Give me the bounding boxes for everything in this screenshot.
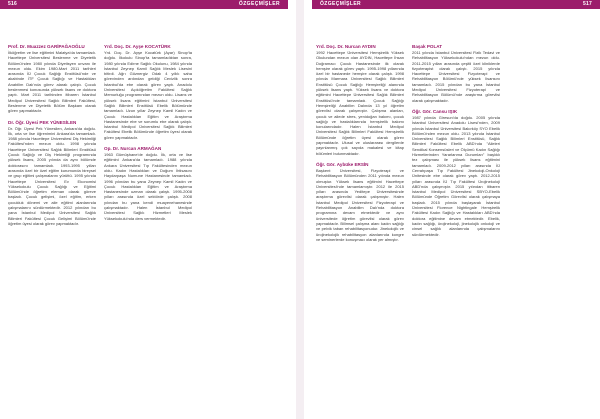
bio-name: Öğr. Gör. Aybüke ERSİN (316, 161, 369, 167)
column-4 (412, 44, 500, 237)
bio-name: Op. Dr. Nurcan ARMAĞAN (104, 146, 162, 152)
book-spine (296, 0, 304, 419)
bio-text: Yrd. Doç. Dr. Ayşe Kocatürk (Ayar) Sinop'ta doğdu. İlkokulu Sinop'ta tamamladıktan sonra, 1980 yılında Edirne Sağlık Okulunu, 1984 yılında İstanbul Zeynep Kamil Sağlık Meslek Lisesini bitirdi. Ağrı Göznergiz Odalı 4 yıllık saha görevinden ardından geldiği Cevizlik sonra İstanbul'da ebe olarak görev yaptı. Anadolu Üniversitesi Açıköğretim Fakültesi Sağlık Memurluğu programından mezun oldu. Lisans ve yüksek lisans eğitimini İstanbul Üniversitesi Sağlık Bilimleri Enstitüsü Ebelik Bölümünde tamamladı. Uzun yıllar Zeynep Kamil Kadın ve Çocuk Hastalıkları Eğitim ve Araştırma Hastanesinde ebe ve sorumlu ebe olarak çalıştı. İstanbul Medipol Üniversitesi Sağlık Bilimleri Fakültesi Ebelik Bölümünde öğretim üyesi olarak görev yapmaktadır. (104, 50, 192, 140)
column-3 (316, 44, 404, 242)
bio-text: Dr. Öğr. Üyesi Pek Yünesilen, Ankara'da doğdu. İlk, orta ve lise öğrenimini Ankara'da tamamladı. 1988 yılında Hacettepe Üniversitesi Diş Hekimliği Fakültesi'nden mezun oldu. 1998 yılında Hacettepe Üniversitesi Sağlık Bilimleri Enstitüsü Çocuk Sağlığı ve Diş Hekimliği programında yüksek lisans, 2005 yılında da aynı bölümde doktorasını tamamladı. 1993-1995 yılları arasında özel bir özel eğitim kurumunda bireysel ve grup eğitimi çalışmalarını yürüttü. 1995 yılında Hacettepe Üniversitesi Ev Ekonomisi Yüksekokulu Çocuk Sağlığı ve Eğitimi Bölümü'nde öğretim eleman olarak göreve başladı. Çocuk gelişimi, özel eğitim, erken çocukluk dönemi ve aile eğitimi alanlarında çalışmalarını sürdürmektedir. 2012 yılından bu yana İstanbul Medipol Üniversitesi Sağlık Bilimleri Fakültesi Çocuk Gelişimi Bölümü'nde öğretim üyesi olarak görev yapmaktadır. (8, 125, 96, 226)
column-1 (8, 44, 96, 226)
bio-name: Öğr. Gör. Cansu IŞIK (412, 108, 458, 114)
right-page-number: 517 (583, 1, 592, 7)
bio-text: İlköğretim ve lise eğitimini Malatya'da tamamladı. Hacettepe Üniversitesi Beslenme ve Diyetetik Bölümü'nden 1980 yılında Diyetisyen unvanı ile mezun oldu. Ekim 1980-Mart 2011 tarihleri arasında İÜ Çocuk Sağlığı Enstitüsü'nde ve akabinde İTF Çocuk Sağlığı ve Hastalıkları Anabilim Dalı'nda görev alarak çalıştı. Çocuk beslenmesi konusunda yüksek lisans ve doktora yaptı. Mart 2011 tarihinden itibaren İstanbul Medipol Üniversitesi Sağlık Bilimleri Fakültesi, Beslenme ve Diyetetik Bölüm Başkanı olarak görev yapmaktadır. (8, 50, 96, 114)
bio-text: 1992 Hacettepe Üniversitesi Hemşirelik Yüksek Okulundan mezun olan AYDIN, Hacettepe İhsan Doğramacı Çocuk Hastanesinde ilk olarak hemşire olarak görev yaptı. 1995-1998 yıllarında özel bir hastanede hemşire olarak çalıştı. 1998 yılında Marmara Üniversitesi Sağlık Bilimleri Enstitüsü Çocuk Sağlığı Hemşireliği alanında yüksek lisans yaptı. Yüksek lisans ve doktora eğitimini Hacettepe Üniversitesi Sağlık Bilimleri Enstitüsü'nde tamamladı. Çocuk Sağlığı Hemşireliği Anabilim Dalında 13 yıl öğretim görevlisi olarak çalışmıştır. Çalışma alanları, çocuk ve ailede stres, yenidoğan bakımı, çocuk sağlığı ve hastalıklarında hemşirelik bakımı konularındadır. Halen İstanbul Medipol Üniversitesi Sağlık Bilimleri Fakültesi Hemşirelik Bölümünde öğretim üyesi olarak görev yapmaktadır. Ulusal ve uluslararası dergilerde yayınlanmış çok sayıda makalesi ve kitap bölümleri bulunmaktadır. (316, 50, 404, 156)
bio-name: Yrd. Doç. Dr. Ayşe KOCATÜRK (104, 44, 171, 49)
bio-name: Başak POLAT (412, 44, 443, 49)
bio-text: 1987 yılında Giresun'da doğdu. 2005 yılında İstanbul Üniversitesi Anadolu Lisesi'nden, 2009 yılında İstanbul Üniversitesi Bakırköy SYO Ebelik Bölümü'nden mezun oldu. 2013 yılında İstanbul Üniversitesi Sağlık Bilimleri Enstitüsü, Sağlık Bilimleri Fakültesi Ebelik ABD'nda "Aileleri Sendikal Konsensüsleri ve Ölçümü Kadın Sağlığı Hizmetlerinden Yararlanma Durumları" başlıklı tez çalışması ile yüksek lisans eğitimini tamamladı. 2009-2012 yılları arasında İÜ Cerrahpaşa Tıp Fakültesi Jinekoloji-Onkoloji Ünitesinde ebe olarak görev yaptı. 2012-2015 yılları arasında İÜ Tıp Fakültesi Ürojinekoloji ABD'nda çalışmıştır. 2015 yılından itibaren İstanbul Medipol Üniversitesi SBYO-Ebelik Bölümünde Öğretim Görevlisi olarak çalışmaya başladı. 2015 yılında başlayarak İstanbul Üniversitesi Florence Nightingale Hemşirelik Fakültesi Kadın Sağlığı ve Hastalıkları ABD'nda doktora eğitimine devam etmektedir. Ebelik, kadın sağlığı, ürojinekoloji, jinekolojik onkoloji ve cinsel sağlık alanlarında çalışmalarını sürdürmektedir. (412, 114, 500, 237)
bio-name: Dr. Öğr. Üyesi PEK YÜNESİLEN (8, 119, 77, 125)
bio-text: 1963 Gümüşhane'de doğdu. İlk, orta ve lise eğitimini Ankara'da tamamladı. 1988 yılında Ankara Üniversitesi Tıp Fakültesinden mezun oldu. Kadın Hastalıkları ve Doğum İhtisasını Haydarpaşa Numune Hastanesinde tamamladı. 1996 yılından bu yana Zeynep Kamil Kadın ve Çocuk Hastalıkları Eğitim ve Araştırma Hastanesinde uzman olarak çalıştı. 1995-2008 yılları arasında özel sektörde çalıştı. 2008 yılından bu yana kendi muayenehanesinde çalışmaktadır. Halen İstanbul Medipol Üniversitesi Sağlık Hizmetleri Meslek Yüksekokulu'nda ders vermektedir. (104, 152, 192, 221)
left-page-header (0, 0, 288, 9)
right-header-title: ÖZGEÇMİŞLER (320, 1, 362, 7)
bio-text: 2011 yılında İstanbul Üniversitesi Fizik Tedavi ve Rehabilitasyon Yüksekokulu'ndan mezun oldu. 2011-2015 yılları arasında çeşitli özel kliniklerde fizyoterapist olarak çalıştı. 2015 yılında Hacettepe Üniversitesi Fizyoterapi ve Rehabilitasyon Bölümü'nde yüksek lisansını tamamladı. 2015 yılından bu yana İstanbul Medipol Üniversitesi Fizyoterapi ve Rehabilitasyon Bölümü'nde araştırma görevlisi olarak çalışmaktadır. (412, 50, 500, 103)
bio-name: Prof. Dr. Muazzez GARİPAĞAOĞLU (8, 44, 85, 49)
column-2 (104, 44, 192, 221)
bio-text: Başkent Üniversitesi, Fizyoterapi ve Rehabilitasyon Bölümünden 2011 yılında mezun olmuştur. Yüksek lisans eğitimini Hacettepe Üniversitesi'nde tamamlamıştır. 2012 ile 2015 yılları arasında Yeditepe Üniversitesinde araştırma görevlisi olarak çalışmıştır. Halen İstanbul Medipol Üniversitesi Fizyoterapi ve Rehabilitasyon Anabilim Dalı'nda doktora programına devam etmektedir ve aynı üniversitede öğretim görevlisi olarak görev yapmaktadır. Bilimsel çalışma alanı kadın sağlığı ve pelvik taban rehabilitasyonudur. Jinekolojik ve ürojinekolojik rehabilitasyon alanlarında kongre ve seminerlerde konuşmacı olarak yer almıştır. (316, 167, 404, 242)
left-header-title: ÖZGEÇMİŞLER (238, 1, 280, 7)
right-page-header (312, 0, 600, 9)
left-page-number: 516 (8, 1, 17, 7)
bio-name: Yrd. Doç. Dr. Nurcan AYDIN (316, 44, 376, 49)
